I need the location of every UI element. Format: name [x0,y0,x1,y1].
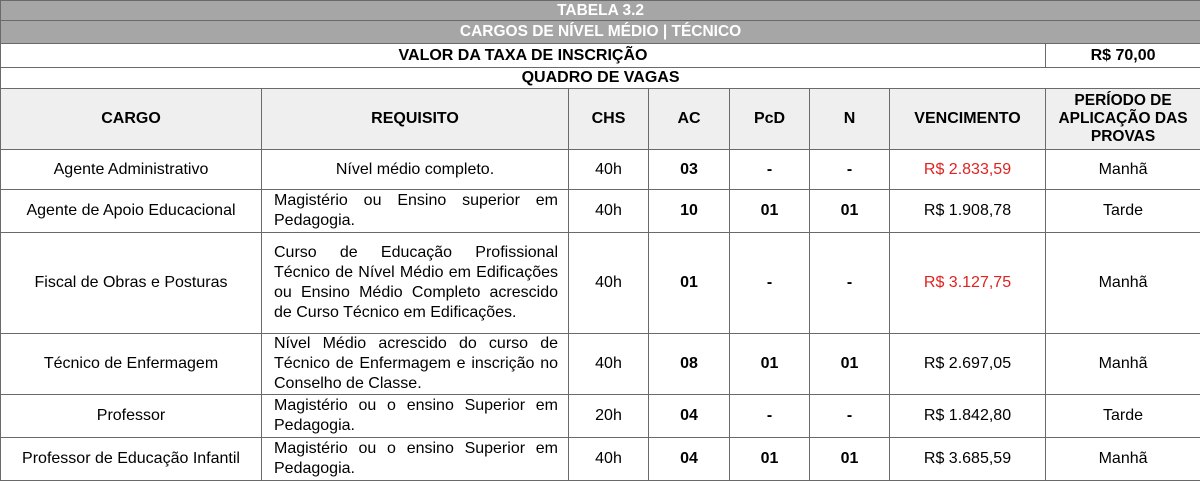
cell-pcd: 01 [730,438,810,481]
cell-periodo: Manhã [1046,150,1200,190]
cell-n: - [810,150,890,190]
cell-requisito: Nível médio completo. [262,150,569,190]
cell-requisito: Magistério ou Ensino superior em Pedagogia. [262,190,569,233]
cell-ac: 08 [649,334,730,395]
table-row [1,150,1200,190]
cell-n: 01 [810,438,890,481]
fee-value: R$ 70,00 [1046,44,1200,68]
cell-periodo: Manhã [1046,233,1200,334]
column-header-chs: CHS [569,89,649,150]
cell-cargo: Professor [1,395,262,438]
cell-requisito: Nível Médio acrescido do curso de Técnico de Enfermagem e inscrição no Conselho de Classe. [262,334,569,395]
cell-pcd: 01 [730,334,810,395]
cell-vencimento: R$ 2.833,59 [890,150,1046,190]
cell-pcd: - [730,150,810,190]
cell-chs: 40h [569,438,649,481]
cell-requisito: Magistério ou o ensino Superior em Pedagogia. [262,395,569,438]
column-header-vencimento: VENCIMENTO [890,89,1046,150]
table-row [1,438,1200,481]
column-header-cargo: CARGO [1,89,262,150]
cell-cargo: Técnico de Enfermagem [1,334,262,395]
cell-periodo: Tarde [1046,395,1200,438]
cell-ac: 01 [649,233,730,334]
column-header-ac: AC [649,89,730,150]
cell-chs: 40h [569,150,649,190]
table-row [1,190,1200,233]
cell-chs: 40h [569,334,649,395]
cell-pcd: - [730,233,810,334]
cell-ac: 04 [649,395,730,438]
cell-periodo: Tarde [1046,190,1200,233]
cell-cargo: Professor de Educação Infantil [1,438,262,481]
column-header-pcd: PcD [730,89,810,150]
cell-n: 01 [810,334,890,395]
cell-chs: 20h [569,395,649,438]
cell-ac: 03 [649,150,730,190]
cell-vencimento: R$ 1.908,78 [890,190,1046,233]
column-header-n: N [810,89,890,150]
cell-chs: 40h [569,233,649,334]
column-header-periodo: PERÍODO DE APLICAÇÃO DAS PROVAS [1046,89,1200,150]
cell-pcd: 01 [730,190,810,233]
cell-n: - [810,395,890,438]
table-row [1,233,1200,334]
cell-cargo: Fiscal de Obras e Posturas [1,233,262,334]
table-row [1,334,1200,395]
column-header-row [1,89,1200,150]
cell-vencimento: R$ 3.685,59 [890,438,1046,481]
cell-pcd: - [730,395,810,438]
table-title: TABELA 3.2 [1,1,1200,21]
cell-vencimento: R$ 1.842,80 [890,395,1046,438]
cell-ac: 10 [649,190,730,233]
cell-chs: 40h [569,190,649,233]
table-subtitle: CARGOS DE NÍVEL MÉDIO | TÉCNICO [1,21,1200,44]
cell-n: 01 [810,190,890,233]
cell-ac: 04 [649,438,730,481]
cell-n: - [810,233,890,334]
cell-periodo: Manhã [1046,438,1200,481]
cell-cargo: Agente Administrativo [1,150,262,190]
table-row [1,395,1200,438]
column-header-requisito: REQUISITO [262,89,569,150]
fee-label: VALOR DA TAXA DE INSCRIÇÃO [1,44,1046,68]
vagas-label: QUADRO DE VAGAS [1,68,1200,89]
cell-periodo: Manhã [1046,334,1200,395]
cell-requisito: Magistério ou o ensino Superior em Pedagogia. [262,438,569,481]
cell-vencimento: R$ 2.697,05 [890,334,1046,395]
cell-requisito: Curso de Educação Profissional Técnico de Nível Médio em Edificações ou Ensino Médio Completo acrescido de Curso Técnico em Edificações. [262,233,569,334]
cell-vencimento: R$ 3.127,75 [890,233,1046,334]
cell-cargo: Agente de Apoio Educacional [1,190,262,233]
